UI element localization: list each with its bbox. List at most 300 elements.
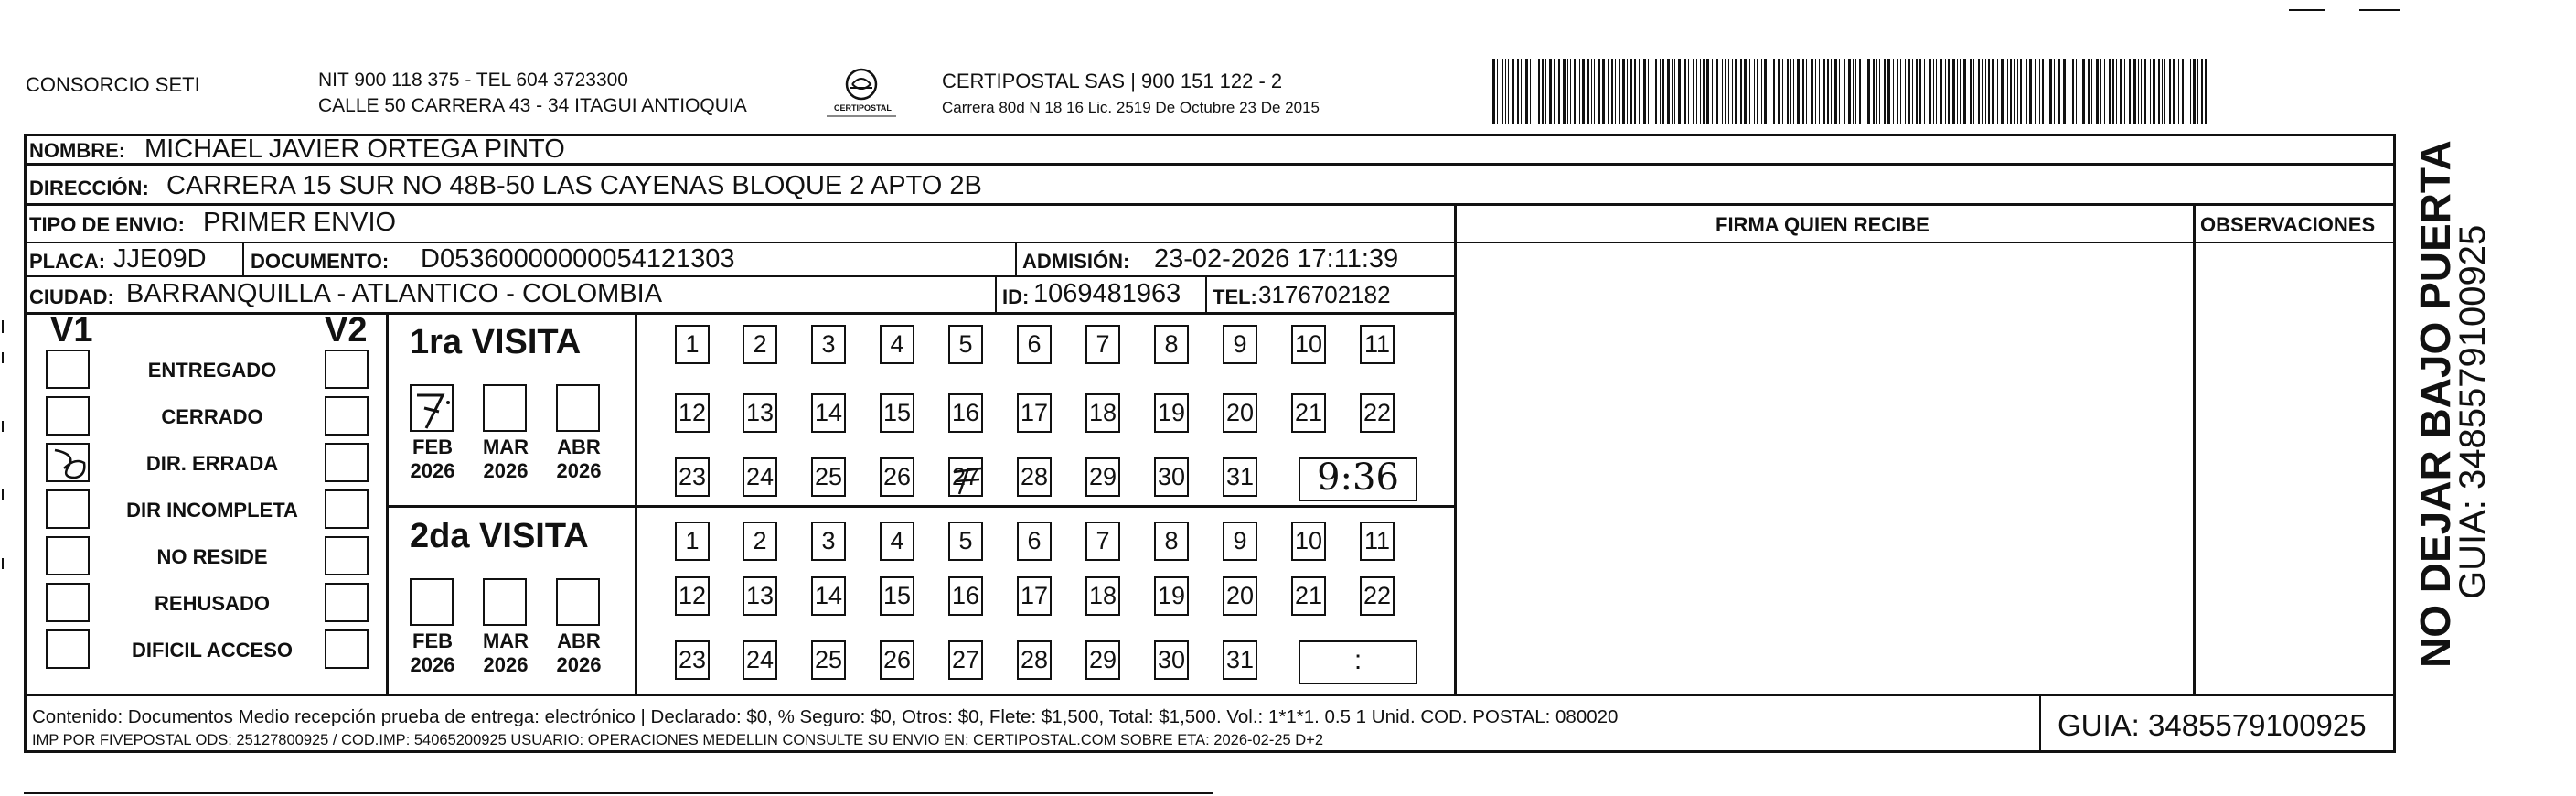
- barcode-bar: [1834, 59, 1837, 124]
- address-line: CALLE 50 CARRERA 43 - 34 ITAGUI ANTIOQUIA: [318, 95, 747, 116]
- day-checkbox-24[interactable]: 24: [743, 640, 777, 680]
- barcode-bar: [1678, 59, 1681, 124]
- barcode-bar: [1696, 59, 1697, 124]
- barcode-bar: [2014, 59, 2015, 124]
- day-checkbox-27[interactable]: 27: [948, 457, 983, 497]
- barcode-bar: [2193, 59, 2196, 124]
- tipo-envio-value: PRIMER ENVIO: [203, 208, 397, 237]
- day-checkbox-23[interactable]: 23: [675, 640, 710, 680]
- tipo-envio-label: TIPO DE ENVIO:: [29, 213, 185, 236]
- day-checkbox-6[interactable]: 6: [1017, 325, 1052, 364]
- nombre-value: MICHAEL JAVIER ORTEGA PINTO: [144, 134, 565, 164]
- tel-value: 3176702182: [1258, 281, 1391, 308]
- barcode-bar: [1912, 59, 1913, 124]
- barcode-bar: [1855, 59, 1856, 124]
- barcode-bar: [1608, 59, 1609, 124]
- barcode-bar: [1497, 59, 1498, 124]
- day-checkbox-19[interactable]: 19: [1154, 576, 1189, 616]
- barcode-bar: [1957, 59, 1958, 124]
- barcode-bar: [2082, 59, 2085, 124]
- month-label: FEB: [412, 629, 453, 652]
- day-checkbox-29[interactable]: 29: [1085, 640, 1120, 680]
- barcode-bar: [1684, 59, 1686, 124]
- barcode-bar: [1802, 59, 1804, 124]
- day-checkbox-25[interactable]: 25: [811, 457, 846, 497]
- observaciones-header: OBSERVACIONES: [2200, 213, 2376, 236]
- barcode-bar: [1725, 59, 1726, 124]
- day-checkbox-8[interactable]: 8: [1154, 325, 1189, 364]
- admision-label: ADMISIÓN:: [1022, 250, 1130, 273]
- barcode-bar: [2120, 59, 2122, 124]
- v1-checkbox-entregado[interactable]: [46, 350, 90, 389]
- id-label: ID:: [1002, 285, 1030, 308]
- barcode-bar: [2017, 59, 2018, 124]
- barcode-bar: [2054, 59, 2055, 124]
- v2-checkbox-dir-incompleta[interactable]: [325, 489, 369, 529]
- status-label: REHUSADO: [155, 592, 270, 615]
- barcode-bar: [1582, 59, 1585, 124]
- year-label: 2026: [410, 459, 455, 482]
- barcode-bar: [1916, 59, 1918, 124]
- day-checkbox-6[interactable]: 6: [1017, 522, 1052, 561]
- barcode-bar: [2058, 59, 2060, 124]
- barcode-bar: [1639, 59, 1640, 124]
- barcode-bar: [1778, 59, 1780, 124]
- day-checkbox-15[interactable]: 15: [880, 393, 914, 433]
- day-checkbox-4[interactable]: 4: [880, 325, 914, 364]
- company-name: CONSORCIO SETI: [26, 73, 200, 96]
- barcode-bar: [1703, 59, 1705, 124]
- day-checkbox-26[interactable]: 26: [880, 640, 914, 680]
- barcode-bar: [1492, 59, 1495, 124]
- year-label: 2026: [483, 653, 529, 676]
- barcode-bar: [1844, 59, 1845, 124]
- margin-mark: [2, 320, 4, 333]
- barcode-bar: [1936, 59, 1937, 124]
- barcode-bar: [1848, 59, 1851, 124]
- barcode-bar: [1773, 59, 1775, 124]
- barcode-bar: [1997, 59, 1998, 124]
- v2-checkbox-cerrado[interactable]: [325, 396, 369, 436]
- barcode-bar: [2178, 59, 2179, 124]
- barcode-bar: [1815, 59, 1816, 124]
- time-box[interactable]: 9:36: [1299, 457, 1417, 501]
- day-checkbox-3[interactable]: 3: [811, 325, 846, 364]
- day-checkbox-12[interactable]: 12: [675, 393, 710, 433]
- direccion-label: DIRECCIÓN:: [29, 177, 149, 199]
- barcode-bar: [1929, 59, 1931, 124]
- barcode-bar: [1648, 59, 1649, 124]
- v2-checkbox-dificil-acceso[interactable]: [325, 629, 369, 669]
- barcode-bar: [2035, 59, 2036, 124]
- day-checkbox-28[interactable]: 28: [1017, 640, 1052, 680]
- documento-label: DOCUMENTO:: [251, 250, 390, 273]
- barcode-bar: [1963, 59, 1966, 124]
- guia-footer: GUIA: 3485579100925: [2058, 708, 2367, 742]
- barcode-bar: [1722, 59, 1723, 124]
- barcode-bar: [2138, 59, 2139, 124]
- barcode-bar: [2039, 59, 2040, 124]
- day-checkbox-18[interactable]: 18: [1085, 576, 1120, 616]
- day-checkbox-21[interactable]: 21: [1291, 576, 1326, 616]
- barcode-bar: [1744, 59, 1747, 124]
- barcode-bar: [2020, 59, 2022, 124]
- day-checkbox-13[interactable]: 13: [743, 393, 777, 433]
- contenido-text: Contenido: Documentos Medio recepción prueba de entrega: electrónico | Declarado: $0, % Seguro: $0, Otros: $0, Flete: $1,500, Total: $1,500. Vol.: 1*1*1. 0.5 1 Unid. COD. POSTAL: 080020: [32, 706, 1619, 727]
- month-checkbox-mar[interactable]: [483, 384, 527, 432]
- barcode-bar: [2076, 59, 2077, 124]
- status-label: ENTREGADO: [147, 359, 277, 382]
- barcode-bar: [1619, 59, 1620, 124]
- barcode-bar: [1859, 59, 1861, 124]
- barcode-bar: [1688, 59, 1689, 124]
- bottom-rule: [24, 792, 1213, 794]
- day-checkbox-10[interactable]: 10: [1291, 522, 1326, 561]
- barcode-bar: [1793, 59, 1794, 124]
- second-visit-title: 2da VISITA: [410, 517, 589, 555]
- day-checkbox-10[interactable]: 10: [1291, 325, 1326, 364]
- barcode-bar: [1790, 59, 1791, 124]
- margin-mark: [2, 558, 4, 569]
- barcode-bar: [1806, 59, 1807, 124]
- v2-checkbox-dir-errada[interactable]: [325, 443, 369, 482]
- barcode-bar: [1567, 59, 1568, 124]
- day-checkbox-27[interactable]: 27: [948, 640, 983, 680]
- v2-header: V2: [325, 311, 368, 350]
- margin-mark: [2, 352, 4, 363]
- certipostal-license: Carrera 80d N 18 16 Lic. 2519 De Octubre 23 De 2015: [942, 99, 1320, 116]
- barcode-bar: [1545, 59, 1546, 124]
- margin-mark: [2, 489, 4, 500]
- logo-text: CERTIPOSTAL: [834, 103, 892, 113]
- first-visit-title: 1ra VISITA: [410, 323, 582, 361]
- barcode-bar: [2042, 59, 2044, 124]
- barcode-bar: [1598, 59, 1600, 124]
- barcode-bar: [2007, 59, 2008, 124]
- barcode-bar: [2104, 59, 2105, 124]
- barcode-bar: [1982, 59, 1983, 124]
- day-checkbox-1[interactable]: 1: [675, 522, 710, 561]
- barcode-bar: [1674, 59, 1675, 124]
- barcode-bar: [1542, 59, 1544, 124]
- year-label: 2026: [556, 459, 602, 482]
- day-checkbox-11[interactable]: 11: [1360, 325, 1395, 364]
- nit-line: NIT 900 118 375 - TEL 604 3723300: [318, 70, 628, 91]
- barcode-bar: [1716, 59, 1718, 124]
- barcode-bar: [1735, 59, 1737, 124]
- status-label: NO RESIDE: [156, 545, 268, 568]
- barcode-bar: [2133, 59, 2136, 124]
- barcode-bar: [1530, 59, 1531, 124]
- v2-checkbox-no-reside[interactable]: [325, 536, 369, 575]
- v1-checkbox-dir-errada[interactable]: [46, 443, 90, 482]
- barcode-bar: [1693, 59, 1694, 124]
- certipostal-logo: [821, 66, 902, 121]
- day-checkbox-21[interactable]: 21: [1291, 393, 1326, 433]
- barcode-bar: [2190, 59, 2191, 124]
- placa-label: PLACA:: [29, 250, 106, 273]
- barcode-bar: [1660, 59, 1661, 124]
- admision-value: 23-02-2026 17:11:39: [1154, 244, 1399, 274]
- barcode-bar: [2173, 59, 2175, 124]
- v1-checkbox-dificil-acceso[interactable]: [46, 629, 90, 669]
- barcode-bar: [1700, 59, 1701, 124]
- barcode-bar: [2100, 59, 2101, 124]
- day-checkbox-18[interactable]: 18: [1085, 393, 1120, 433]
- day-checkbox-9[interactable]: 9: [1223, 325, 1257, 364]
- barcode-bar: [1764, 59, 1767, 124]
- corner-mark: [2359, 9, 2400, 11]
- day-checkbox-19[interactable]: 19: [1154, 393, 1189, 433]
- month-checkbox-feb[interactable]: [410, 578, 454, 626]
- side-guia: GUIA: 3485579100925: [2453, 224, 2493, 599]
- barcode-bar: [1905, 59, 1906, 124]
- barcode-bar: [1525, 59, 1528, 124]
- imp-text: IMP POR FIVEPOSTAL ODS: 25127800925 / COD.IMP: 54065200925 USUARIO: OPERACIONES MEDELLIN CONSULTE SU ENVIO EN: CERTIPOSTAL.COM SOBRE ETA: 2026-02-25 D+2: [32, 732, 1324, 748]
- ciudad-label: CIUDAD:: [29, 285, 114, 308]
- barcode-bar: [1873, 59, 1875, 124]
- barcode-bar: [1570, 59, 1571, 124]
- barcode-bar: [2112, 59, 2114, 124]
- barcode-bar: [1502, 59, 1503, 124]
- barcode-bar: [2049, 59, 2052, 124]
- status-label: DIR. ERRADA: [145, 452, 279, 475]
- barcode-bar: [1627, 59, 1628, 124]
- barcode-bar: [1749, 59, 1750, 124]
- barcode-bar: [2169, 59, 2171, 124]
- barcode-bar: [1591, 59, 1592, 124]
- barcode-bar: [1667, 59, 1670, 124]
- barcode-bar: [2162, 59, 2163, 124]
- barcode-bar: [1634, 59, 1636, 124]
- barcode-bar: [2091, 59, 2092, 124]
- day-checkbox-30[interactable]: 30: [1154, 640, 1189, 680]
- barcode-bar: [1985, 59, 1986, 124]
- barcode-bar: [2088, 59, 2090, 124]
- barcode-bar: [1615, 59, 1616, 124]
- barcode-bar: [1831, 59, 1832, 124]
- barcode-bar: [1728, 59, 1729, 124]
- barcode-bar: [1827, 59, 1829, 124]
- day-checkbox-2[interactable]: 2: [743, 522, 777, 561]
- barcode-bar: [1879, 59, 1880, 124]
- barcode: [1492, 59, 2215, 124]
- barcode-bar: [2144, 59, 2146, 124]
- day-checkbox-29[interactable]: 29: [1085, 457, 1120, 497]
- barcode-bar: [1611, 59, 1613, 124]
- day-checkbox-11[interactable]: 11: [1360, 522, 1395, 561]
- direccion-value: CARRERA 15 SUR NO 48B-50 LAS CAYENAS BLOQUE 2 APTO 2B: [166, 171, 982, 200]
- barcode-bar: [2158, 59, 2160, 124]
- barcode-bar: [1643, 59, 1646, 124]
- day-checkbox-31[interactable]: 31: [1223, 457, 1257, 497]
- barcode-bar: [1732, 59, 1733, 124]
- barcode-bar: [2205, 59, 2207, 124]
- barcode-bar: [1521, 59, 1522, 124]
- corner-mark: [2289, 9, 2325, 11]
- v1-checkbox-dir-incompleta[interactable]: [46, 489, 90, 529]
- year-label: 2026: [556, 653, 602, 676]
- certipostal-line: CERTIPOSTAL SAS | 900 151 122 - 2: [942, 70, 1283, 92]
- barcode-bar: [1948, 59, 1950, 124]
- barcode-bar: [1782, 59, 1783, 124]
- barcode-bar: [1823, 59, 1825, 124]
- day-checkbox-16[interactable]: 16: [948, 393, 983, 433]
- barcode-bar: [1919, 59, 1921, 124]
- day-checkbox-4[interactable]: 4: [880, 522, 914, 561]
- barcode-bar: [1574, 59, 1576, 124]
- year-label: 2026: [410, 653, 455, 676]
- barcode-bar: [1602, 59, 1605, 124]
- day-checkbox-25[interactable]: 25: [811, 640, 846, 680]
- day-checkbox-17[interactable]: 17: [1017, 393, 1052, 433]
- status-label: DIR INCOMPLETA: [126, 499, 298, 522]
- day-checkbox-15[interactable]: 15: [880, 576, 914, 616]
- barcode-bar: [1655, 59, 1657, 124]
- day-checkbox-3[interactable]: 3: [811, 522, 846, 561]
- status-label: CERRADO: [161, 405, 263, 428]
- barcode-bar: [1867, 59, 1870, 124]
- barcode-bar: [1897, 59, 1898, 124]
- documento-value: D05360000000054121303: [421, 244, 735, 274]
- barcode-bar: [2026, 59, 2027, 124]
- barcode-bar: [1988, 59, 1990, 124]
- barcode-bar: [1945, 59, 1946, 124]
- barcode-bar: [1876, 59, 1877, 124]
- no-dejar-bajo-puerta: NO DEJAR BAJO PUERTA: [2411, 140, 2459, 668]
- month-checkbox-abr[interactable]: [556, 578, 600, 626]
- barcode-bar: [1594, 59, 1595, 124]
- day-checkbox-5[interactable]: 5: [948, 522, 983, 561]
- v1-checkbox-rehusado[interactable]: [46, 583, 90, 622]
- v1-header: V1: [50, 311, 93, 350]
- barcode-bar: [1853, 59, 1854, 124]
- day-checkbox-20[interactable]: 20: [1223, 576, 1257, 616]
- day-checkbox-7[interactable]: 7: [1085, 325, 1120, 364]
- day-checkbox-7[interactable]: 7: [1085, 522, 1120, 561]
- day-checkbox-17[interactable]: 17: [1017, 576, 1052, 616]
- day-checkbox-16[interactable]: 16: [948, 576, 983, 616]
- month-label: ABR: [557, 629, 601, 652]
- day-checkbox-20[interactable]: 20: [1223, 393, 1257, 433]
- barcode-bar: [1754, 59, 1755, 124]
- barcode-bar: [2116, 59, 2117, 124]
- day-checkbox-1[interactable]: 1: [675, 325, 710, 364]
- barcode-bar: [1884, 59, 1886, 124]
- year-label: 2026: [483, 459, 529, 482]
- barcode-bar: [1505, 59, 1506, 124]
- v1-checkbox-cerrado[interactable]: [46, 396, 90, 436]
- firma-header: FIRMA QUIEN RECIBE: [1716, 213, 1929, 236]
- barcode-bar: [1672, 59, 1673, 124]
- day-checkbox-14[interactable]: 14: [811, 393, 846, 433]
- barcode-bar: [1960, 59, 1961, 124]
- barcode-bar: [1587, 59, 1589, 124]
- status-label: DIFICIL ACCESO: [131, 639, 293, 662]
- day-checkbox-2[interactable]: 2: [743, 325, 777, 364]
- day-checkbox-14[interactable]: 14: [811, 576, 846, 616]
- day-checkbox-23[interactable]: 23: [675, 457, 710, 497]
- barcode-bar: [2001, 59, 2004, 124]
- month-label: MAR: [482, 629, 529, 652]
- barcode-bar: [2010, 59, 2012, 124]
- barcode-bar: [1940, 59, 1942, 124]
- day-checkbox-5[interactable]: 5: [948, 325, 983, 364]
- barcode-bar: [2109, 59, 2111, 124]
- day-checkbox-24[interactable]: 24: [743, 457, 777, 497]
- barcode-bar: [2197, 59, 2198, 124]
- barcode-bar: [1839, 59, 1840, 124]
- barcode-bar: [1549, 59, 1552, 124]
- month-label: MAR: [482, 436, 529, 458]
- barcode-bar: [2150, 59, 2151, 124]
- month-label: ABR: [557, 436, 601, 458]
- barcode-bar: [2124, 59, 2125, 124]
- day-checkbox-12[interactable]: 12: [675, 576, 710, 616]
- barcode-bar: [1787, 59, 1789, 124]
- barcode-bar: [1811, 59, 1813, 124]
- barcode-bar: [1563, 59, 1566, 124]
- barcode-bar: [1908, 59, 1910, 124]
- month-label: FEB: [412, 436, 453, 458]
- barcode-bar: [1630, 59, 1632, 124]
- barcode-bar: [1662, 59, 1664, 124]
- id-value: 1069481963: [1033, 279, 1181, 308]
- barcode-bar: [1924, 59, 1925, 124]
- barcode-bar: [1797, 59, 1800, 124]
- barcode-bar: [2201, 59, 2203, 124]
- barcode-bar: [2072, 59, 2074, 124]
- barcode-bar: [1887, 59, 1890, 124]
- day-checkbox-28[interactable]: 28: [1017, 457, 1052, 497]
- barcode-bar: [1706, 59, 1709, 124]
- v2-checkbox-rehusado[interactable]: [325, 583, 369, 622]
- day-checkbox-22[interactable]: 22: [1360, 393, 1395, 433]
- barcode-bar: [1622, 59, 1625, 124]
- month-checkbox-mar[interactable]: [483, 578, 527, 626]
- day-checkbox-26[interactable]: 26: [880, 457, 914, 497]
- barcode-bar: [1973, 59, 1974, 124]
- barcode-bar: [1933, 59, 1934, 124]
- barcode-bar: [2164, 59, 2165, 124]
- barcode-bar: [1893, 59, 1894, 124]
- day-checkbox-13[interactable]: 13: [743, 576, 777, 616]
- barcode-bar: [1712, 59, 1713, 124]
- barcode-bar: [1952, 59, 1955, 124]
- time-box[interactable]: :: [1299, 640, 1417, 684]
- day-checkbox-8[interactable]: 8: [1154, 522, 1189, 561]
- ciudad-value: BARRANQUILLA - ATLANTICO - COLOMBIA: [126, 279, 663, 308]
- day-checkbox-31[interactable]: 31: [1223, 640, 1257, 680]
- barcode-bar: [1554, 59, 1555, 124]
- barcode-bar: [1761, 59, 1762, 124]
- barcode-bar: [1517, 59, 1519, 124]
- barcode-bar: [1508, 59, 1509, 124]
- barcode-bar: [2141, 59, 2142, 124]
- barcode-bar: [1900, 59, 1901, 124]
- barcode-bar: [1579, 59, 1580, 124]
- barcode-bar: [2153, 59, 2155, 124]
- month-checkbox-feb[interactable]: [410, 384, 454, 432]
- day-checkbox-30[interactable]: 30: [1154, 457, 1189, 497]
- barcode-bar: [1740, 59, 1742, 124]
- v1-checkbox-no-reside[interactable]: [46, 536, 90, 575]
- day-checkbox-22[interactable]: 22: [1360, 576, 1395, 616]
- v2-checkbox-entregado[interactable]: [325, 350, 369, 389]
- day-checkbox-9[interactable]: 9: [1223, 522, 1257, 561]
- month-checkbox-abr[interactable]: [556, 384, 600, 432]
- margin-mark: [2, 421, 4, 432]
